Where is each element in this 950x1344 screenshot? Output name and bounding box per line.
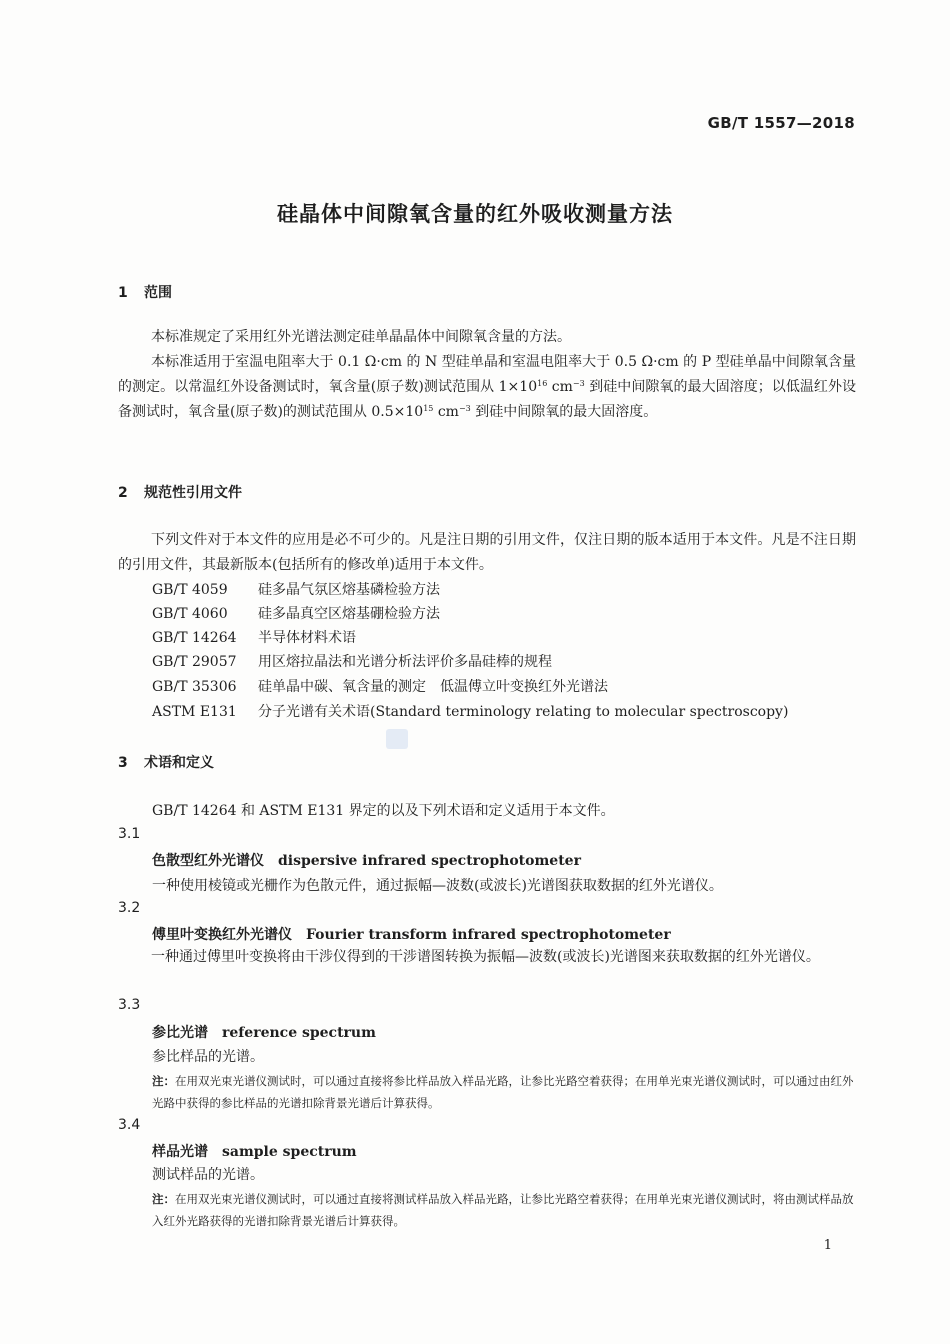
note-text: 在用双光束光谱仪测试时，可以通过直接将参比样品放入样品光路，让参比光路空着获得；在用单光束光谱仪测试时，可以通过由红外光路中获得的参比样品的光谱扣除背景光谱后计算获得。 [152,1074,854,1110]
term-zh: 傅里叶变换红外光谱仪 [152,927,292,943]
clause-number: 3.4 [118,1117,141,1133]
note-label: 注： [152,1074,175,1088]
section-heading [118,752,214,772]
term-entry [152,1141,357,1161]
term-entry [152,1022,376,1042]
reference-item [152,676,608,696]
term-zh: 色散型红外光谱仪 [152,853,264,869]
term-definition: 一种使用棱镜或光栅作为色散元件，通过振幅—波数(或波长)光谱图获取数据的红外光谱仪。 [152,878,723,894]
reference-item [152,579,440,599]
reference-code: GB/T 4060 [152,606,228,622]
reference-code: GB/T 35306 [152,679,237,695]
section-title: 范围 [144,285,172,301]
paragraph: 下列文件对于本文件的应用是必不可少的。凡是注日期的引用文件，仅注日期的版本适用于本文件。凡是不注日期的引用文件，其最新版本(包括所有的修改单)适用于本文件。 [118,532,856,573]
section-heading [118,282,172,302]
clause-number: 3.1 [118,826,141,842]
reference-code: GB/T 29057 [152,654,237,670]
section-title: 规范性引用文件 [144,485,242,501]
term-en: Fourier transform infrared spectrophotometer [306,927,671,943]
term-definition: 一种通过傅里叶变换将由干涉仪得到的干涉谱图转换为振幅—波数(或波长)光谱图来获取数据的红外光谱仪。 [151,949,820,965]
paragraph: 本标准规定了采用红外光谱法测定硅单晶晶体中间隙氧含量的方法。 [151,329,571,345]
section-number: 2 [118,485,128,501]
term-definition: 测试样品的光谱。 [152,1167,264,1183]
clause-number: 3.2 [118,900,141,916]
reference-title: 硅单晶中碳、氧含量的测定 低温傅立叶变换红外光谱法 [258,679,608,695]
term-zh: 样品光谱 [152,1144,208,1160]
term-definition: 参比样品的光谱。 [152,1049,264,1065]
section-heading [118,482,242,502]
note-text: 在用双光束光谱仪测试时，可以通过直接将测试样品放入样品光路，让参比光路空着获得；在用单光束光谱仪测试时，将由测试样品放入红外光路获得的光谱扣除背景光谱后计算获得。 [152,1192,854,1228]
term-en: reference spectrum [222,1025,376,1041]
section-number: 3 [118,755,128,771]
term-entry [152,850,581,870]
term-entry [152,924,671,944]
term-zh: 参比光谱 [152,1025,208,1041]
section-number: 1 [118,285,128,301]
note [152,1188,856,1232]
reference-code: ASTM E131 [152,704,237,720]
reference-title: 硅多晶气氛区熔基磷检验方法 [258,582,440,598]
reference-code: GB/T 4059 [152,582,228,598]
section-title: 术语和定义 [144,755,214,771]
paragraph: 本标准适用于室温电阻率大于 0.1 Ω·cm 的 N 型硅单晶和室温电阻率大于 0.5 Ω·cm 的 P 型硅单晶中间隙氧含量的测定。以常温红外设备测试时，氧含量(原子数)测试范围从 $1\times 10^{16}$ $cm^{-3}$ 到硅中间隙氧的最大固溶度；以低温红外设备测试时，氧含量(原子数)的测试范围从 $0.5\times 10^{15}$ $cm^{-3}$ 到硅中间隙氧的最大固溶度。 [118,354,857,420]
note [152,1070,856,1114]
reference-title: 硅多晶真空区熔基硼检验方法 [258,606,440,622]
reference-item [152,603,440,623]
page-title: 硅晶体中间隙氧含量的红外吸收测量方法 [277,202,673,226]
reference-title: 半导体材料术语 [258,630,356,646]
reference-item [152,651,552,671]
clause-number: 3.3 [118,997,141,1013]
watermark-logo [386,729,408,749]
reference-code: GB/T 14264 [152,630,237,646]
term-en: sample spectrum [222,1144,357,1160]
standard-code: GB/T 1557—2018 [707,114,855,132]
term-en: dispersive infrared spectrophotometer [278,853,581,869]
reference-title: 用区熔拉晶法和光谱分析法评价多晶硅棒的规程 [258,654,552,670]
note-label: 注： [152,1192,175,1206]
reference-item [152,701,788,721]
reference-item [152,627,356,647]
page-number: 1 [823,1238,832,1253]
paragraph: GB/T 14264 和 ASTM E131 界定的以及下列术语和定义适用于本文件。 [152,803,615,819]
reference-title: 分子光谱有关术语(Standard terminology relating to molecular spectroscopy) [258,704,789,720]
